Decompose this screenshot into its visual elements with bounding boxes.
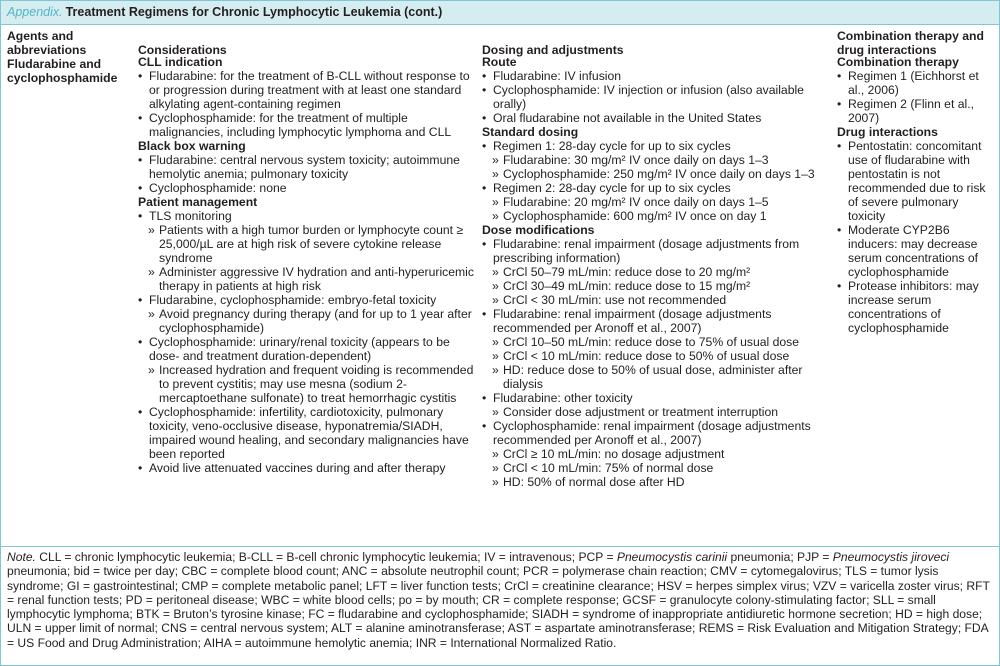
table-title: Treatment Regimens for Chronic Lymphocytic Leukemia (cont.) (65, 5, 443, 19)
dosing-section-heading: Route (482, 55, 517, 69)
sub-list-item: » Cyclophosphamide: 600 mg/m² IV once on day 1 (482, 209, 830, 223)
dosing-section-list (482, 139, 830, 223)
considerations-section-heading: Black box warning (138, 139, 246, 153)
list-item: • Moderate CYP2B6 inducers: may decrease serum concentrations of cyclophosphamide (837, 223, 997, 279)
dosing-column (482, 25, 830, 489)
sub-list-item: » CrCl < 30 mL/min: use not recommended (482, 293, 830, 307)
sub-list-item: » Consider dose adjustment or treatment interruption (482, 405, 830, 419)
sub-list-item: » Fludarabine: 30 mg/m² IV once daily on days 1–3 (482, 153, 830, 167)
appendix-label: Appendix. (7, 5, 63, 19)
note-segment: pneumonia; PJP = (727, 550, 833, 564)
agents-column (7, 25, 135, 85)
list-item: • Protease inhibitors: may increase serum concentrations of cyclophosphamide (837, 279, 997, 335)
sub-list-item: » Administer aggressive IV hydration and anti-hyperuricemic therapy in patients at high risk (138, 265, 474, 293)
sub-list-item: » Increased hydration and frequent voiding is recommended to prevent cystitis; may use mesna (sodium 2-mercaptoethane sulfonate) to treat hemorrhagic cystitis (138, 363, 474, 405)
considerations-section-list (138, 153, 474, 195)
combination-sections (837, 55, 997, 335)
list-item: • Avoid live attenuated vaccines during and after therapy (138, 461, 474, 475)
considerations-header: Considerations (138, 43, 227, 57)
sub-list-item: » CrCl 30–49 mL/min: reduce dose to 15 mg/m² (482, 279, 830, 293)
sub-list-item: » CrCl ≥ 10 mL/min: no dosage adjustment (482, 447, 830, 461)
sub-list-item: » CrCl < 10 mL/min: reduce dose to 50% of usual dose (482, 349, 830, 363)
list-item: • Regimen 2 (Flinn et al., 2007) (837, 97, 997, 125)
combination-section-list (837, 139, 997, 335)
agent-name: Fludarabine and cyclophosphamide (7, 57, 118, 85)
abbreviations-note (1, 546, 999, 665)
considerations-section-list (138, 209, 474, 475)
sub-list-item: » Patients with a high tumor burden or lymphocyte count ≥ 25,000/µL are at high risk of severe cytokine release syndrome (138, 223, 474, 265)
list-item: • Regimen 1 (Eichhorst et al., 2006) (837, 69, 997, 97)
list-item: • Cyclophosphamide: none (138, 181, 474, 195)
sub-list-item: » CrCl 10–50 mL/min: reduce dose to 75% of usual dose (482, 335, 830, 349)
sub-list-item: » HD: reduce dose to 50% of usual dose, administer after dialysis (482, 363, 830, 391)
note-segment: CLL = chronic lymphocytic leukemia; B-CLL = B-cell chronic lymphocytic leukemia; IV = intravenous; PCP = (35, 550, 617, 564)
dosing-header: Dosing and adjustments (482, 43, 624, 57)
sub-list-item: » Avoid pregnancy during therapy (and for up to 1 year after cyclophosphamide) (138, 307, 474, 335)
sub-list-item: » CrCl < 10 mL/min: 75% of normal dose (482, 461, 830, 475)
considerations-column (138, 25, 474, 475)
note-label: Note. (7, 550, 36, 564)
combination-section-heading: Combination therapy (837, 55, 959, 69)
combination-section-list (837, 69, 997, 125)
combination-section-heading: Drug interactions (837, 125, 938, 139)
list-item: • Fludarabine: renal impairment (dosage adjustments recommended per Aronoff et al., 2007) (482, 307, 830, 335)
combination-column (837, 25, 997, 335)
note-text (7, 550, 990, 650)
sub-list-item: » Fludarabine: 20 mg/m² IV once daily on days 1–5 (482, 195, 830, 209)
considerations-sections (138, 55, 474, 475)
list-item: • Cyclophosphamide: urinary/renal toxicity (appears to be dose- and treatment duration-dependent) (138, 335, 474, 363)
list-item: • Fludarabine: IV infusion (482, 69, 830, 83)
sub-list-item: » HD: 50% of normal dose after HD (482, 475, 830, 489)
list-item: • Cyclophosphamide: renal impairment (dosage adjustments recommended per Aronoff et al., 2007) (482, 419, 830, 447)
dosing-section-heading: Standard dosing (482, 125, 579, 139)
list-item: • Regimen 1: 28-day cycle for up to six cycles (482, 139, 830, 153)
list-item: • Fludarabine: other toxicity (482, 391, 830, 405)
list-item: • TLS monitoring (138, 209, 474, 223)
dosing-section-list (482, 69, 830, 125)
combination-header: Combination therapy and drug interactions (837, 29, 984, 57)
considerations-section-list (138, 69, 474, 139)
list-item: • Cyclophosphamide: for the treatment of multiple malignancies, including lymphocytic lymphoma and CLL (138, 111, 474, 139)
considerations-section-heading: Patient management (138, 195, 258, 209)
agents-header: Agents and abbreviations (7, 29, 87, 57)
dosing-section-heading: Dose modifications (482, 223, 595, 237)
list-item: • Pentostatin: concomitant use of fludarabine with pentostatin is not recommended due to risk of severe pulmonary toxicity (837, 139, 997, 223)
list-item: • Oral fludarabine not available in the United States (482, 111, 830, 125)
list-item: • Cyclophosphamide: IV injection or infusion (also available orally) (482, 83, 830, 111)
table-title-bar (1, 1, 999, 25)
sub-list-item: » CrCl 50–79 mL/min: reduce dose to 20 mg/m² (482, 265, 830, 279)
list-item: • Fludarabine: central nervous system toxicity; autoimmune hemolytic anemia; pulmonary toxicity (138, 153, 474, 181)
dosing-section-list (482, 237, 830, 489)
list-item: • Fludarabine: for the treatment of B-CLL without response to or progression during treatment with at least one standard alkylating agent-containing regimen (138, 69, 474, 111)
list-item: • Fludarabine, cyclophosphamide: embryo-fetal toxicity (138, 293, 474, 307)
list-item: • Cyclophosphamide: infertility, cardiotoxicity, pulmonary toxicity, veno-occlusive disease, hyponatremia/SIADH, impaired wound healing, and secondary malignancies have been reported (138, 405, 474, 461)
list-item: • Fludarabine: renal impairment (dosage adjustments from prescribing information) (482, 237, 830, 265)
list-item: • Regimen 2: 28-day cycle for up to six cycles (482, 181, 830, 195)
dosing-sections (482, 55, 830, 489)
note-italic-term: Pneumocystis jiroveci (832, 550, 950, 564)
considerations-section-heading: CLL indication (138, 55, 223, 69)
note-italic-term: Pneumocystis carinii (616, 550, 728, 564)
sub-list-item: » Cyclophosphamide: 250 mg/m² IV once daily on days 1–3 (482, 167, 830, 181)
note-segment: pneumonia; bid = twice per day; CBC = complete blood count; ANC = absolute neutrophil count; PCR = polymerase chain reaction; CMV = cytomegalovirus; TLS = tumor lysis syndrome; GI = gastrointestinal; CMP = complete metabolic panel; LFT = liver function tests; CrCl = creatinine clearance; HSV = herpes simplex virus; VZV = varicella zoster virus; RFT = renal function tests; PD = peritoneal disease; WBC = white blood cells; po = by mouth; CR = complete response; GCSF = granulocyte colony-stimulating factor; SLL = small lymphocytic lymphoma; BTK = Bruton’s tyrosine kinase; FC = fludarabine and cyclophosphamide; SIADH = syndrome of inappropriate antidiuretic hormone secretion; HD = high dose; ULN = upper limit of normal; CNS = central nervous system; ALT = alanine aminotransferase; AST = aspartate aminotransferase; REMS = Risk Evaluation and Mitigation Strategy; FDA = US Food and Drug Administration; AIHA = autoimmune hemolytic anemia; INR = International Normalized Ratio. (7, 564, 990, 650)
